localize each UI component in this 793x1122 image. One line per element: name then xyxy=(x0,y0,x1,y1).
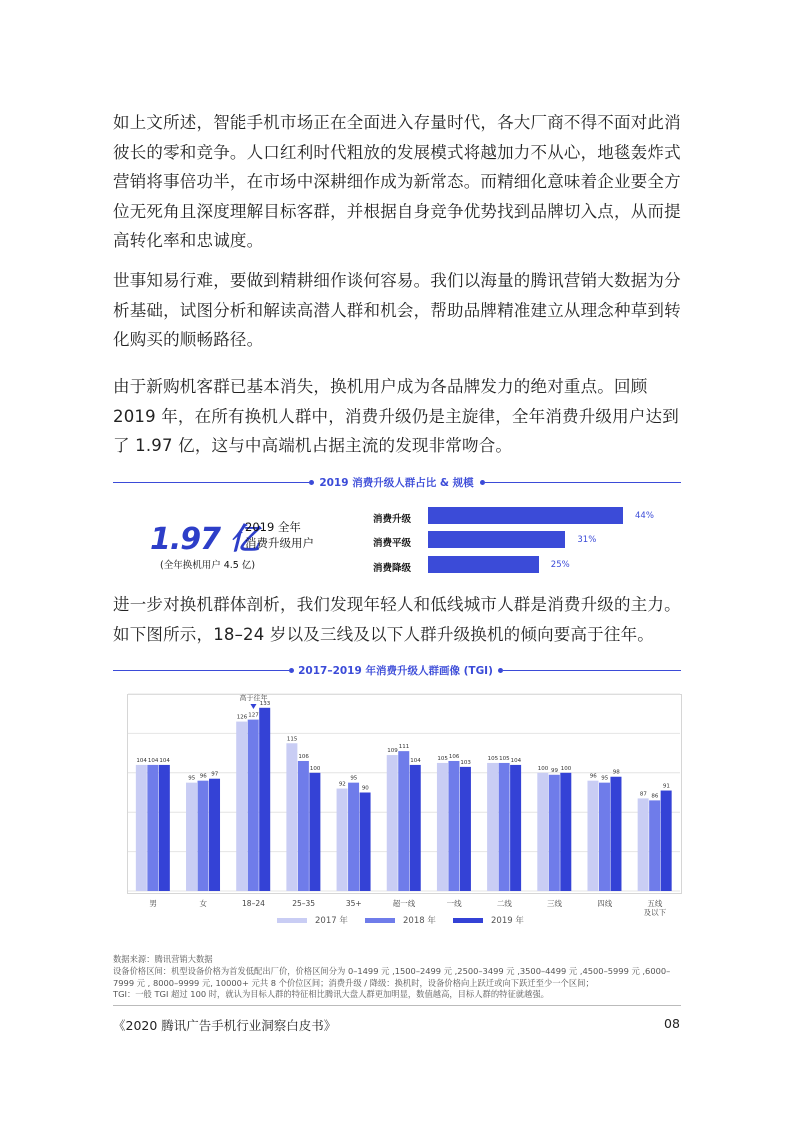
bar-value-label: 98 xyxy=(612,769,620,776)
upgrade-users-caption-year: 2019 全年 xyxy=(245,520,301,534)
bar-2018-3 xyxy=(298,761,309,891)
section2-rule-dot-left xyxy=(289,668,294,673)
category-label: 超一线 xyxy=(392,899,416,908)
footer-divider xyxy=(113,1005,681,1006)
legend-label-2019: 2019 年 xyxy=(491,916,524,926)
section2-title: 2017–2019 年消费升级人群画像 (TGI) xyxy=(298,665,493,677)
bar-value-label: 90 xyxy=(361,785,369,792)
bar-2018-10 xyxy=(649,800,660,891)
bar-2019-2 xyxy=(259,708,270,891)
bar-2019-5 xyxy=(410,765,421,891)
bar-flat xyxy=(428,531,565,548)
bar-value-label: 97 xyxy=(211,771,219,778)
bar-value-label: 111 xyxy=(398,744,410,751)
category-label: 男 xyxy=(149,899,157,908)
section1-rule-right xyxy=(485,482,681,483)
bar-value-label: 104 xyxy=(410,757,421,764)
bar-2017-10 xyxy=(638,798,649,891)
bar-value-label: 126 xyxy=(236,714,248,721)
bar-value-label: 105 xyxy=(487,755,499,762)
category-label: 18–24 xyxy=(242,899,265,908)
section1-rule-dot-left xyxy=(309,480,314,485)
bar-2018-9 xyxy=(599,783,610,891)
bar-2019-0 xyxy=(159,765,170,891)
bar-value-label: 86 xyxy=(651,793,659,800)
legend-swatch-2018 xyxy=(365,918,395,923)
category-label: 25–35 xyxy=(292,899,316,908)
bar-2017-0 xyxy=(136,765,147,891)
annotation-arrow-icon xyxy=(250,704,256,709)
bar-value-label: 104 xyxy=(159,757,170,764)
bar-2019-3 xyxy=(309,773,320,891)
paragraph-intro: 如上文所述，智能手机市场正在全面进入存量时代，各大厂商不得不面对此消彼长的零和竞争。人口红利时代粗放的发展模式将越加力不从心，地毯轰炸式营销将事倍功半，在市场中深耕细作成为新常态。而精细化意味着企业要全方位无死角且深度理解目标客群，并根据自身竞争优势找到品牌切入点，从而提高转化率和忠诚度。 xyxy=(113,113,681,250)
tgi-bar-chart xyxy=(0,690,793,930)
annotation-higher-than-before: 高于往年 xyxy=(239,694,268,702)
bar-value-upgrade: 44% xyxy=(635,511,654,521)
bar-value-flat: 31% xyxy=(577,535,597,545)
bar-2017-9 xyxy=(587,781,598,891)
legend-label-2018: 2018 年 xyxy=(403,916,436,926)
total-switch-users-note: (全年换机用户 4.5 亿) xyxy=(160,560,256,571)
bar-2017-2 xyxy=(236,722,247,891)
bar-label-upgrade: 消费升级 xyxy=(373,514,412,525)
bar-2019-4 xyxy=(360,793,371,892)
bar-2017-4 xyxy=(337,789,348,891)
bar-value-label: 115 xyxy=(286,736,298,743)
page-number: 08 xyxy=(664,1016,680,1031)
bar-value-label: 104 xyxy=(147,757,159,764)
category-label: 三线 xyxy=(547,899,563,908)
bar-value-label: 103 xyxy=(460,759,471,766)
paragraph-analysis: 世事知易行难，要做到精耕细作谈何容易。我们以海量的腾讯营销大数据为分析基础，试图分析和解读高潜人群和机会，帮助品牌精准建立从理念种草到转化购买的顺畅路径。 xyxy=(113,271,681,349)
bar-2017-7 xyxy=(487,763,498,891)
bar-2017-5 xyxy=(387,755,398,891)
category-label: 二线 xyxy=(496,899,512,908)
bar-2018-5 xyxy=(398,751,409,891)
legend-swatch-2017 xyxy=(277,918,307,923)
bar-value-label: 104 xyxy=(510,757,522,764)
bar-2017-8 xyxy=(537,773,548,891)
category-label: 一线 xyxy=(446,899,462,908)
bar-value-label: 96 xyxy=(589,773,597,780)
paragraph-upgrade: 由于新购机客群已基本消失，换机用户成为各品牌发力的绝对重点。回顾 2019 年，在所有换机人群中，消费升级仍是主旋律，全年消费升级用户达到了 1.97 亿，这与中高端机占据主流的发现非常吻合。 xyxy=(113,377,679,455)
bar-2019-9 xyxy=(610,777,621,891)
bar-value-label: 95 xyxy=(350,775,358,782)
section1-title: 2019 消费升级人群占比 & 规模 xyxy=(319,477,474,489)
footnote-price-ranges: 设备价格区间：机型设备价格为首发低配出厂价，价格区间分为 0–1499 元 ,1500–2499 元 ,2500–3499 元 ,3500–4499 元 ,4500–5999 元 ,6000–7999 元 , 8000–9999 元, 10000+ 元共 8 个价位区间；消费升级 / 降级：换机时，设备价格向上跃迁或向下跃迁至少一个区间； xyxy=(113,966,671,988)
bar-2018-8 xyxy=(549,775,560,891)
category-label: 35+ xyxy=(345,899,362,908)
bar-value-label: 100 xyxy=(537,765,549,772)
upgrade-users-caption-label: 消费升级用户 xyxy=(245,536,314,550)
bar-2019-10 xyxy=(661,791,672,891)
bar-2018-4 xyxy=(348,783,359,891)
bar-value-label: 91 xyxy=(662,783,670,790)
paragraph-young-lowtier: 进一步对换机群体剖析，我们发现年轻人和低线城市人群是消费升级的主力。如下图所示，18–24 岁以及三线及以下人群升级换机的倾向要高于往年。 xyxy=(113,595,681,644)
bar-value-label: 105 xyxy=(437,755,448,762)
bar-value-label: 95 xyxy=(188,775,196,782)
bar-2019-6 xyxy=(460,767,471,891)
bar-2018-0 xyxy=(147,765,158,891)
bar-value-label: 127 xyxy=(248,712,259,719)
category-label: 女 xyxy=(199,899,208,908)
bar-2018-2 xyxy=(248,720,259,891)
bar-2018-6 xyxy=(448,761,459,891)
legend-label-2017: 2017 年 xyxy=(315,916,348,926)
bar-value-label: 96 xyxy=(199,773,207,780)
bar-upgrade xyxy=(428,507,623,524)
section1-rule-left xyxy=(113,482,309,483)
bar-2017-1 xyxy=(186,783,197,891)
bar-value-label: 104 xyxy=(136,757,147,764)
bar-value-label: 100 xyxy=(560,765,572,772)
bar-value-downgrade: 25% xyxy=(550,560,570,570)
footnote-source: 数据来源：腾讯营销大数据 xyxy=(113,954,213,964)
category-label: 五线 xyxy=(647,899,663,908)
bar-value-label: 92 xyxy=(338,781,346,788)
legend-swatch-2019 xyxy=(453,918,483,923)
bar-2018-7 xyxy=(499,763,510,891)
bar-value-label: 106 xyxy=(298,753,309,760)
bar-2019-7 xyxy=(510,765,521,891)
bar-value-label: 99 xyxy=(551,767,559,774)
section2-rule-left xyxy=(113,670,289,671)
bar-value-label: 105 xyxy=(499,755,510,762)
section2-rule-right xyxy=(503,670,681,671)
footnote-tgi: TGI：一般 TGI 超过 100 时，就认为目标人群的特征相比腾讯大盘人群更加明显，数值越高，目标人群的特征就越强。 xyxy=(113,989,549,999)
bar-label-flat: 消费平级 xyxy=(373,538,412,549)
bar-label-downgrade: 消费降级 xyxy=(373,563,412,574)
bar-value-label: 133 xyxy=(259,700,271,707)
bar-value-label: 100 xyxy=(309,765,321,772)
bar-2019-8 xyxy=(560,773,571,891)
category-label: 及以下 xyxy=(643,908,667,917)
bar-value-label: 106 xyxy=(448,753,460,760)
bar-value-label: 109 xyxy=(387,748,398,755)
upgrade-users-number: 1.97 亿 xyxy=(150,522,259,557)
category-label: 四线 xyxy=(597,899,613,908)
bar-2019-1 xyxy=(209,779,220,891)
bar-value-label: 87 xyxy=(639,791,647,798)
bar-2017-3 xyxy=(286,743,297,891)
footer-book-title: 《2020 腾讯广告手机行业洞察白皮书》 xyxy=(113,1018,337,1033)
bar-2017-6 xyxy=(437,763,448,891)
bar-value-label: 95 xyxy=(601,775,609,782)
bar-2018-1 xyxy=(198,781,209,891)
bar-downgrade xyxy=(428,556,539,573)
